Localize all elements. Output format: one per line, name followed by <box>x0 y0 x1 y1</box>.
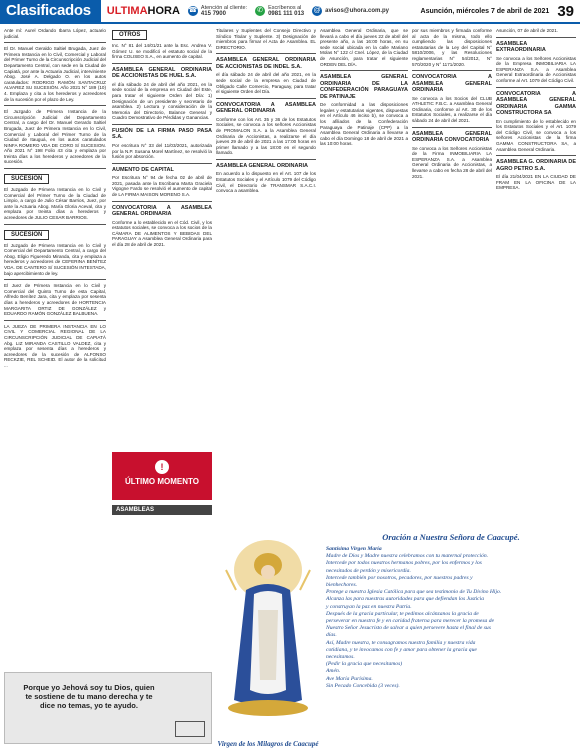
notice-heading: ASAMBLEA GENERAL ORDINARIA DE ACCIONISTAS DE INDEL S.A. <box>216 57 316 70</box>
prayer-line: necesitamos. <box>326 654 355 661</box>
notice-heading: SUCESION <box>4 174 49 184</box>
bible-verse-ad <box>4 672 212 744</box>
notice-heading: CONVOCATORIA A ASAMBLEA GENERAL ORDINARIA <box>112 204 212 218</box>
notice-heading: ASAMBLEA GENERAL ORDINARIA <box>216 162 308 169</box>
classifieds-column-1 <box>4 28 106 668</box>
notice-separator <box>112 124 212 125</box>
notice-text: El Juzgado de Primera Instancia en lo Civil y Comercial del Primer Turno de la Ciudad de Limpio, a cargo de Julio César Barrios, Juez, por ante la Actuaria Abog. María Gloria Aceval, cita y emplaza por treinta días a herederos y acreedores de JULIO CESAR BARRIOS. <box>4 187 106 221</box>
prayer-line: Ave María Purísima. <box>326 675 373 682</box>
notice-separator <box>4 224 106 225</box>
bible-verse-text: Porque yo Jehová soy tu Dios, quien te sostiene de tu mano derecha y te dice no temas, yo te ayudo. <box>23 683 155 710</box>
notice-text: Inc. N° 81 del 14/01/21 ante la Esc. Andrea V. Gómez U. se modificó el estatuto social de la firma COLISEO S.A., en aumento de capital. <box>112 43 212 60</box>
notice-separator <box>112 163 212 164</box>
notice-heading: CONVOCATORIA A ASAMBLEA GENERAL ORDINARIA <box>412 74 492 94</box>
notice-text: En acuerdo a lo dispuesto en el Art. 107 de los Estatutos Sociales y el Artículo 1079 del Código Civil, el Directorio de TRANSMAR S.A.C.I. convoca a asamblea. <box>216 171 316 194</box>
contact-phone <box>188 5 247 18</box>
notice-text: Se convoca a los Señores Accionistas de la Firma INMOBILIARIA LA ESPERANZA S.A. a Asamblea General Ordinaria de Accionistas, a llevarse a cabo en fecha 28 de abril del 2021. <box>412 145 492 179</box>
notice-text: El Juzgado de Primera Instancia de la Circunscripción Judicial del Departamento Central, a cargo del Dr. Manuel Gerardo Saltiel Brugada, Juez de Primera Instancia en lo Civil, Comercial y Laboral del Primer Turno de la Ciudad de Itauguá, en los autos caratulados NINFA ROMERO VDA DE CORO S/ SUCESION. Año 2021 N° 198 Folio 43 cita y emplaza por treinta días a los herederos y acreedores de la sucesión. <box>4 109 106 165</box>
ultimo-momento-banner <box>112 452 212 500</box>
contact-whatsapp <box>255 5 304 18</box>
notice-heading: ASAMBLEA GENERAL ORDINARIA DE LA CONFEDERACIÓN PARAGUAYA DE PATINAJE <box>320 74 408 100</box>
classifieds-column-6 <box>496 28 576 552</box>
prayer-line: perseverar en nuestra fe y en caridad fraterna para merecer la promesa de <box>326 618 494 625</box>
logo-text-a: ULTIMA <box>106 5 148 17</box>
whatsapp-icon: ✆ <box>255 6 265 16</box>
section-title: Clasificados <box>0 0 101 22</box>
notice-separator <box>496 155 576 156</box>
notice-separator <box>4 105 106 106</box>
notice-text: Titulares y Suplentes del Consejo Directivo y Síndico Titular y Suplente. 3) Designación de miembros para firmar el Acta de Asamblea. EL DIRECTORIO. <box>216 28 316 50</box>
alert-icon: ! <box>155 460 169 474</box>
notice-text: Por escritura N° 33 del 11/03/2021, autorizada por la N.P. Susana Morel Martínez, se resolvió la fusión por absorción. <box>112 142 212 160</box>
prayer-line: días. <box>326 632 337 639</box>
asambleas-section-tag: ASAMBLEAS <box>112 505 212 515</box>
notice-text: LA JUEZA DE PRIMERA INSTANCIA EN LO CIVIL Y COMERCIAL REGIONAL DE LA CIRCUNSCRIPCIÓN JUDICIAL DE CAPIATÁ Abg. LIZ MIRANDA CASTILLO VALDEZ, cita y emplaza por sesenta días a herederos y acreedores de la sucesión de ALFONSO RECKZIE, REL SCHEID. El autor de la solicitud ... <box>4 323 106 368</box>
notice-separator <box>4 42 106 43</box>
contact1-phone: 415 7900 <box>200 11 226 17</box>
prayer-line: Así, Madre nuestra, te consagramos nuestra familia y nuestra vida <box>326 639 476 646</box>
prayer-line: Intercede también por nosotros, pecadores, por nuestros padres y <box>326 574 473 581</box>
newspaper-logo <box>107 5 180 17</box>
notice-text: En cumplimiento de lo establecido en los Estatutos Sociales y el Art. 1079 del Código Civil, se convoca a los señores Accionistas de la firma GAMMA CONSTRUCTORA SA, a Asamblea General Ordinaria. <box>496 118 576 152</box>
notice-text: El Dr. Manuel Geraldo Saltiel Brugada, Juez de Primera Instancia en lo Civil, Comercial y Laboral del Primer Turno de la Circunscripción Judicial del Departamento Central, con sede en la Ciudad de Capiatá, por ante la Actuaria Judicial, interviniente Abog. José A. Delgado O. en los autos caratulados: RODRIGO RAMÓN SANTACRUZ ALVAREZ SU SUCESIÓN. Año 2021 N° 189 (10) 4. Emplaza y cita a los herederos y acreedores de la sucesión por el plazo de Ley. <box>4 46 106 102</box>
notice-separator <box>412 70 492 71</box>
notice-text: Por Escritura N° 94 de fecha 02 de abril de 2021, pasada ante la Escribana Marta Graciela Vigogne Fardo se resolvió el aumento de capital de LA FIRMA MAISON MORENO S.A. <box>112 175 212 197</box>
prayer-line: Alcanza las para nuestras autoridades para que defiendan los Justicia <box>326 596 485 603</box>
notice-heading: ASAMBLEA GENERAL ORDINARIA DE ACCIONISTAS DE HUEL S.A. <box>112 66 212 80</box>
notice-text: Asunción, 07 de abril de 2021. <box>496 28 559 33</box>
notice-text: Se convoca a los Socios del CLUB ATHLETIC F.B.C. a Asamblea General Ordinaria, conforme al Art. 30 de los Estatutos Sociales, a realizarse el día sábado 24 de abril del 2021. <box>412 95 492 124</box>
notice-heading: OTROS <box>112 30 147 40</box>
prayer-line: Intercede por todos nuestros hermanos pobres, por los enfermos y los <box>326 560 482 567</box>
notice-text: Conforme con los Art. 35 y 36 de los Estatutos Sociales, se convoca a los señores Accionistas de PROMALON S.A. a la Asamblea General Ordinaria de Accionistas, a realizarse el día jueves 29 de abril de 2021 a las 17:00 horas en primer llamado y a las 18:00 en el segundo llamado. <box>216 116 316 156</box>
notice-text: El Juez de Primera Instancia en lo Civil y Comercial del Quinto Turno de esta Capital, Alfredo Benítez Jara, cita y emplaza por sesenta días a herederos y acreedores de HORTENCIA MARGARITA ORTIZ DE GONZÁLEZ y EDUARDO RAMÓN GONZÁLEZ BALBUENA. <box>4 283 106 317</box>
notice-separator <box>4 320 106 321</box>
notice-separator <box>216 53 316 54</box>
notice-text: El Juzgado de Primera Instancia en lo Civil y Comercial del Departamento Central, a cargo del Abog. Eligio Figueredo Miranda, cita y emplaza a herederos y acreedores de CEFERINA BENÍTEZ VDA. DE CANTERO S/ SUCESIÓN INTESTADA, bajo apercibimiento de ley. <box>4 242 106 276</box>
prayer-line: bienhechores. <box>326 582 358 589</box>
notice-text: el día sábado 24 de abril del año 2021, en la sede social de la empresa en Ciudad del Este, para tratar el siguiente Orden del Día: 1) Designación de un presidente y secretario de asamblea. 2) Lectura y consideración de la Memoria del Directorio, Balance General y Cuadro Demostrativo de Pérdidas y Ganancias. <box>112 81 212 121</box>
contact3-email: avisos@uhora.com.py <box>325 7 389 14</box>
notice-text: por sus miembros y firmada conforme al acta de la misma, todo ello cumpliendo las disposiciones estatutarias de la Ley del Capital N° 5810/2006, y las Resoluciones reglamentarias N° 54/2012, N° 570/2020 y N° 1171/2020. <box>412 28 492 67</box>
contact1-label: Atención al cliente: <box>200 4 248 11</box>
notice-separator <box>112 63 212 64</box>
notice-separator <box>4 279 106 280</box>
classifieds-column-3 <box>216 28 316 552</box>
prayer-line: cotidiana, y te invocamos con fe y amor para obtener la gracia que <box>326 646 477 653</box>
prayer-line: necesitados de perdón y misericordia. <box>326 567 411 574</box>
ultimo-momento-label: ÚLTIMO MOMENTO <box>125 477 199 486</box>
prayer-line: Amén. <box>326 668 341 675</box>
prayer-line: Protege a nuestra Iglesia Católica para que sea testimonio de Tu Divino Hijo. <box>326 589 502 596</box>
phone-icon: ☎ <box>188 6 198 16</box>
prayer-line: Sin Pecado Concebida (3 veces). <box>326 682 400 689</box>
prayer-block <box>326 532 576 750</box>
notice-heading: ASAMBLEA EXTRAORDINARIA <box>496 40 546 54</box>
classifieds-column-4 <box>320 28 408 552</box>
notice-heading: FUSIÓN DE LA FIRMA PASO PASA S.A. <box>112 127 212 141</box>
notice-heading: ASAMBLEA G. ORDINARIA DE AGRO PETRO S.A. <box>496 159 576 172</box>
notice-heading: ASAMBLEA GENERAL ORDINARIA CONVOCATORIA <box>412 130 492 144</box>
prayer-title: Oración a Nuestra Señora de Caacupé. <box>382 532 520 542</box>
prayer-line: Nuestro Señor Jesucristo de salvar a quien persevere hasta el final de sus <box>326 625 491 632</box>
notice-heading: CONVOCATORIA A ASAMBLEA GENERAL ORDINARIA GAMMA CONSTRUCTORA SA <box>496 90 576 117</box>
notice-separator <box>412 127 492 128</box>
prayer-line: Santísima Virgen María <box>326 546 382 552</box>
notice-heading: SUCESION <box>4 230 49 240</box>
contact2-phone: 0981 111 013 <box>268 11 305 17</box>
notice-text: El día 21/04/2021 EN LA CIUDAD DE FRAM EN LA OFICINA DE LA EMPRESA. <box>496 174 576 191</box>
logo-text-b: HORA <box>147 5 180 17</box>
prayer-lines <box>326 546 576 690</box>
email-icon: @ <box>312 6 322 16</box>
classifieds-column-5 <box>412 28 492 552</box>
contact-email <box>312 6 389 16</box>
notice-separator <box>496 37 576 38</box>
notice-separator <box>112 201 212 202</box>
virgin-caption: Virgen de los Milagros de Caacupé <box>217 740 319 748</box>
ad-frame-box <box>175 721 205 737</box>
notice-text: Asamblea General Ordinaria, que se llevará a cabo el día jueves 22 de abril del presente año, a las 16:00 horas, en su sede social ubicada en la calle Mariano Molas N° 122 c/ Cnel. López, de la Ciudad de Asunción, para tratar el siguiente ORDEN DEL DÍA. <box>320 28 408 67</box>
notice-text: Ante mí: Aurel Ordando Ibarra López, actuario judicial. <box>4 28 106 39</box>
prayer-line: Después de la gracia particular, te pedimos alcánzanos la gracia de <box>326 610 479 617</box>
notice-text: De conformidad a las disposiciones legales y estatutarias vigentes, dispuestas en el Artículo 46 inciso b), se convoca a los afiliados de la Confederación Paraguaya de Patinaje (CPP) a la Asamblea General Ordinaria a llevarse a cabo el día Domingo 18 de abril de 2021 a las 10:00 horas. <box>320 102 408 147</box>
prayer-line: Madre de Dios y Madre nuestra celebramos con tu maternal protección. <box>326 553 489 560</box>
notice-separator <box>216 159 316 160</box>
issue-date: Asunción, miércoles 7 de abril de 2021 <box>420 7 550 15</box>
page-number: 39 <box>557 2 574 20</box>
prayer-line: (Pedir la gracia que necesitamos) <box>326 661 403 668</box>
virgin-image <box>216 530 320 750</box>
notice-separator <box>216 98 316 99</box>
notice-text: Se convoca a los Señores Accionistas de la Empresa INMOBILIARIA LA ESPERANZA S.A. a Asamblea General Extraordinaria de Accionistas conforme al Art. 1079 del Código Civil. <box>496 55 576 83</box>
virgin-illustration <box>216 530 320 730</box>
notice-separator <box>320 70 408 71</box>
page-header <box>0 0 580 24</box>
notice-heading: CONVOCATORIA A ASAMBLEA GENERAL ORDINARIA <box>216 101 316 115</box>
notice-heading: AUMENTO DE CAPITAL <box>112 166 174 173</box>
notice-separator <box>4 168 106 169</box>
notice-separator <box>496 87 576 88</box>
contact2-label: Escríbenos al <box>268 4 302 11</box>
notice-text: el día sábado 24 de abril del año 2021, en la sede social de la empresa en Ciudad de Obligado Calle Comercio, Paraguay, para tratar el siguiente Orden del Día. <box>216 72 316 95</box>
prayer-line: y construyan la paz en nuestra Patria. <box>326 603 412 610</box>
notice-text: Conforme a lo establecido en el Cód. Civil, y los estatutos sociales, se convoca a los socios de la CÁMARA DE ALIMENTOS Y BEBIDAS DEL PARAGUAY a Asamblea General Ordinaria para el día 28 de abril de 2021. <box>112 219 212 247</box>
classifieds-column-2 <box>112 28 212 756</box>
